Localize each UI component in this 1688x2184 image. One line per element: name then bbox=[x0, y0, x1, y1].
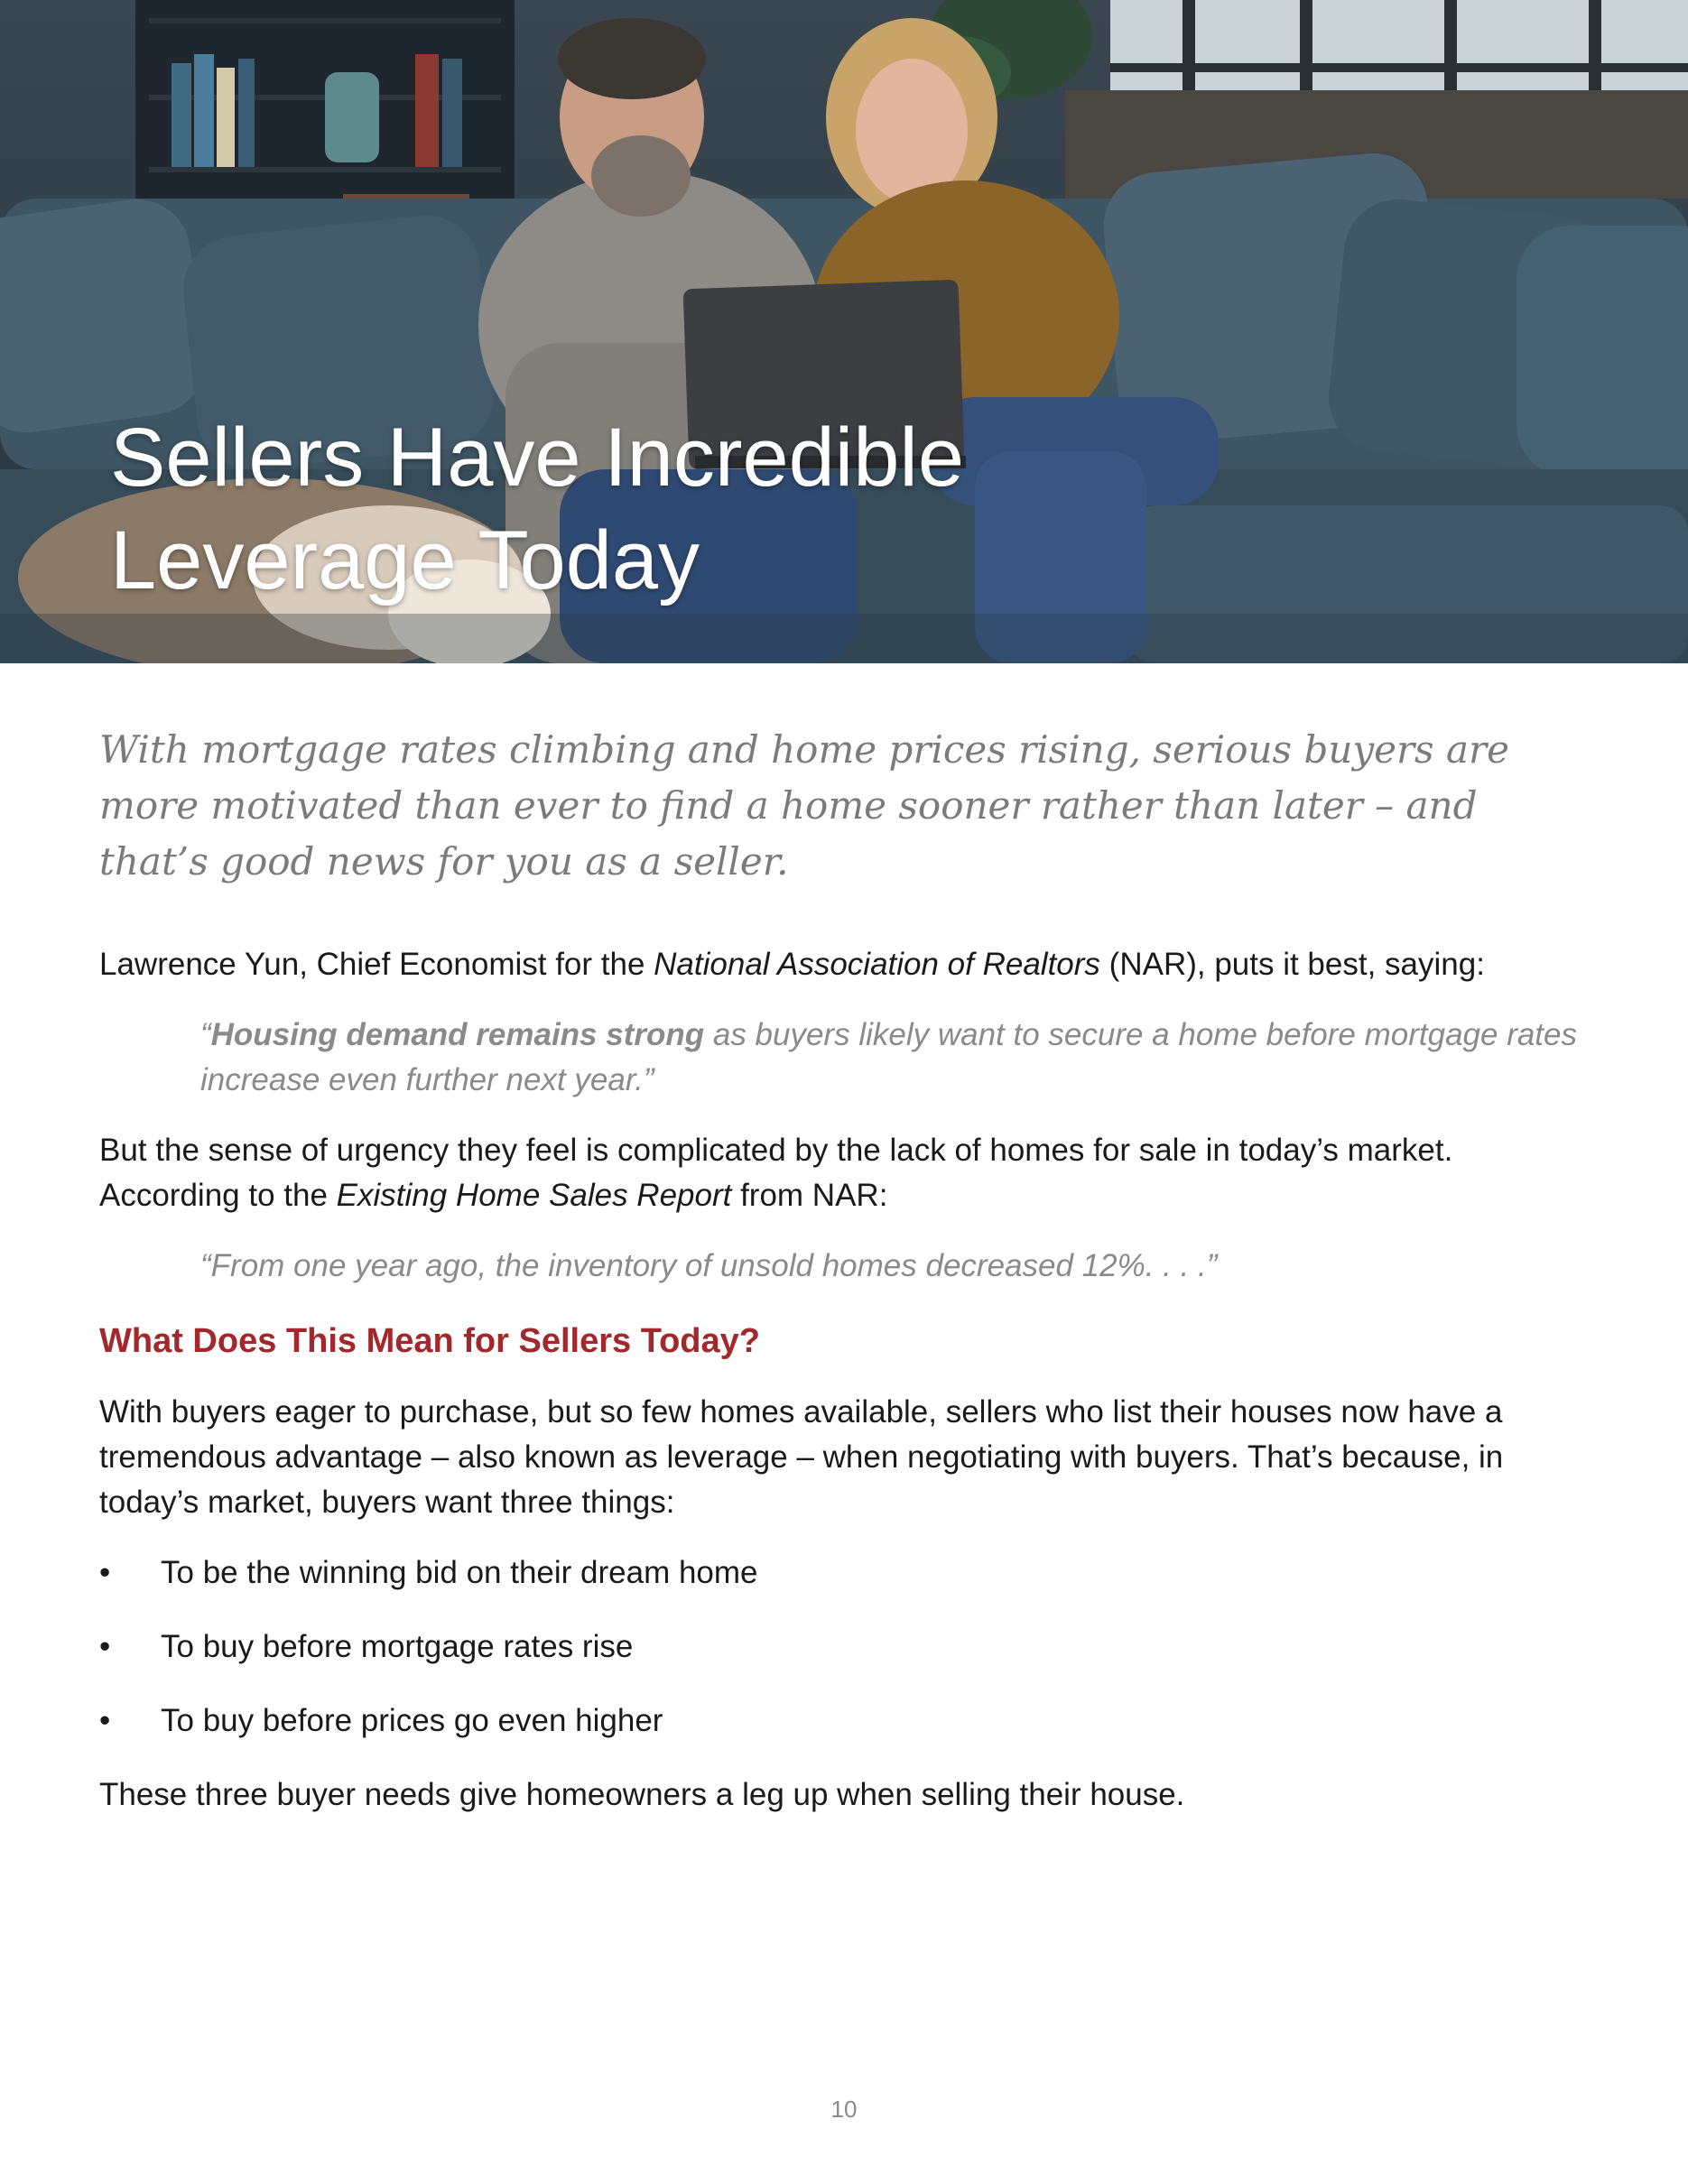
paragraph-text: But the sense of urgency they feel is complicated by the lack of homes for sale in today’s market. According to the bbox=[99, 1133, 1453, 1213]
buyer-needs-list bbox=[99, 1550, 1598, 1744]
page-title bbox=[110, 406, 1193, 612]
list-item-text: To buy before mortgage rates rise bbox=[161, 1629, 634, 1664]
page-title-line-1: Sellers Have Incredible bbox=[110, 412, 965, 504]
quote-text: as buyers likely want to secure a home before mortgage rates increase even further next year.” bbox=[200, 1017, 1577, 1097]
page-title-line-2: Leverage Today bbox=[110, 514, 700, 606]
article-body bbox=[99, 722, 1598, 1818]
paragraph-inventory-intro bbox=[99, 1128, 1598, 1218]
list-item bbox=[99, 1550, 1598, 1596]
organization-name: National Association of Realtors bbox=[654, 947, 1100, 982]
intro-paragraph: With mortgage rates climbing and home prices rising, serious buyers are more motivated than ever to find a home sooner rather than later – and that’s good news for you as a seller. bbox=[99, 727, 1509, 884]
section-heading: What Does This Mean for Sellers Today? bbox=[99, 1322, 760, 1360]
blockquote-inventory: “From one year ago, the inventory of unsold homes decreased 12%. . . .” bbox=[200, 1248, 1218, 1283]
hero-photo bbox=[0, 0, 1688, 663]
quote-open-mark: “ bbox=[200, 1017, 211, 1052]
list-item-text: To be the winning bid on their dream home bbox=[161, 1555, 758, 1590]
list-item bbox=[99, 1624, 1598, 1670]
bullet-icon: • bbox=[99, 1555, 111, 1590]
bullet-icon: • bbox=[99, 1703, 111, 1738]
quote-emphasis: Housing demand remains strong bbox=[210, 1017, 705, 1052]
paragraph-text: from NAR: bbox=[731, 1178, 888, 1213]
bullet-icon: • bbox=[99, 1629, 111, 1664]
paragraph-conclusion: These three buyer needs give homeowners a leg up when selling their house. bbox=[99, 1777, 1185, 1812]
list-item bbox=[99, 1698, 1598, 1744]
list-item-text: To buy before prices go even higher bbox=[161, 1703, 663, 1738]
paragraph-text: (NAR), puts it best, saying: bbox=[1099, 947, 1485, 982]
paragraph-leverage: With buyers eager to purchase, but so few homes available, sellers who list their houses now have a tremendous advantage – also known as leverage – when negotiating with buyers. That’s because, in today’s market, buyers want three things: bbox=[99, 1394, 1504, 1520]
report-name: Existing Home Sales Report bbox=[336, 1178, 732, 1213]
page-number: 10 bbox=[830, 2096, 858, 2123]
paragraph-yun-quote-intro bbox=[99, 942, 1598, 987]
blockquote-yun bbox=[200, 1013, 1598, 1103]
paragraph-text: Lawrence Yun, Chief Economist for the bbox=[99, 947, 654, 982]
